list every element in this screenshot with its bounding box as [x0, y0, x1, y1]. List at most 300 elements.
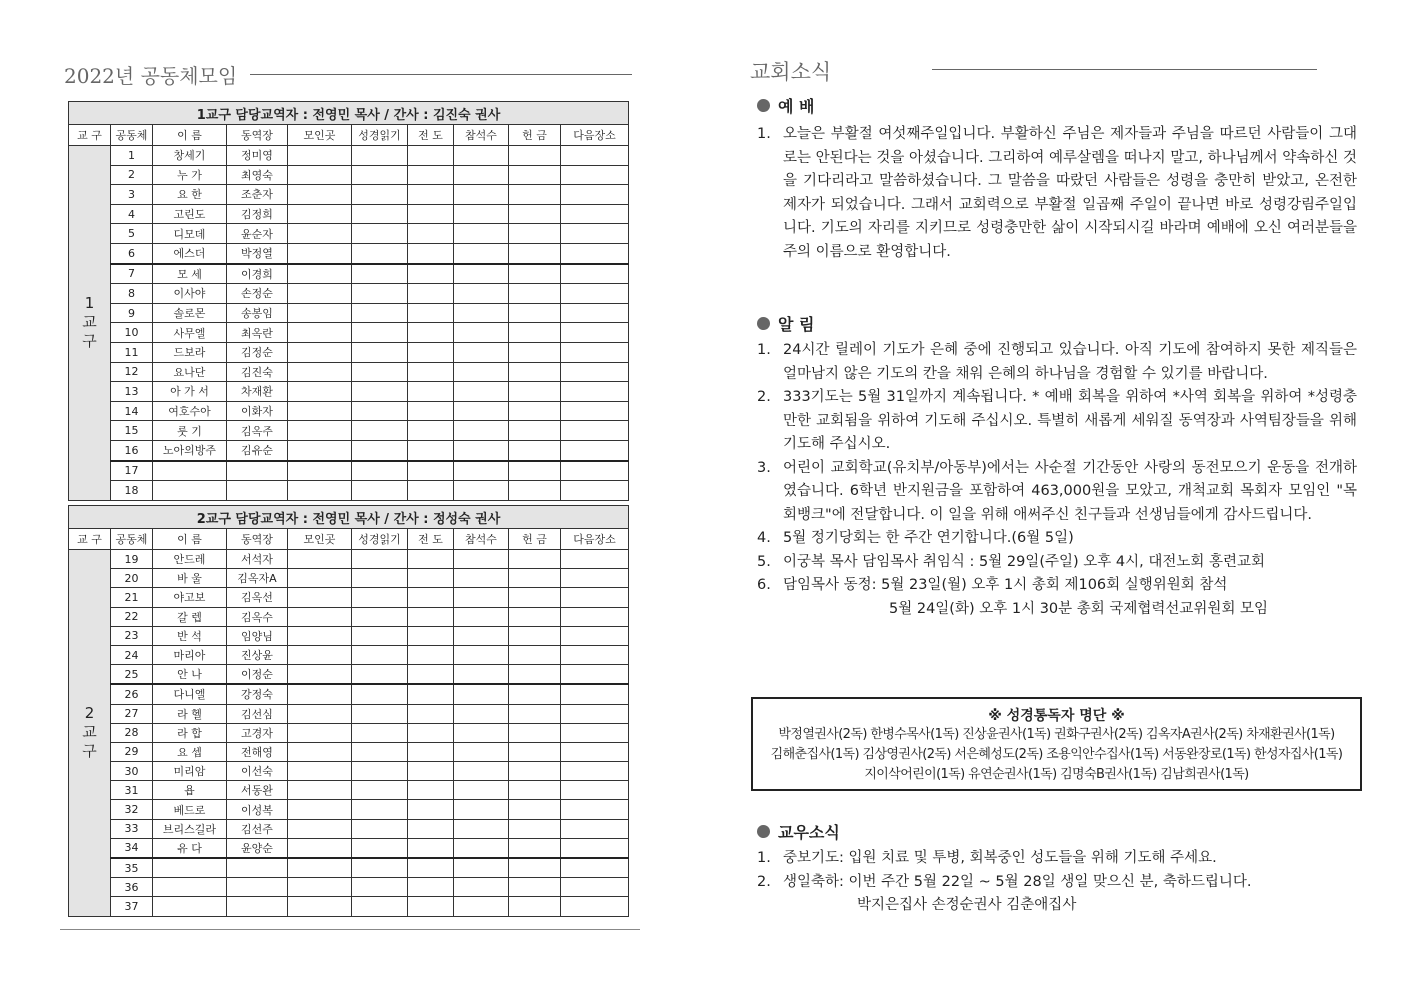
list-item: 4. 5월 정기당회는 한 주간 연기합니다.(6월 5일): [757, 530, 1074, 546]
empty-cell: [509, 362, 561, 382]
empty-cell: [288, 781, 352, 800]
column-header: 동역장: [227, 529, 288, 550]
empty-cell: [561, 781, 629, 800]
table-row: [69, 323, 629, 343]
empty-cell: [352, 800, 408, 819]
column-header: 모인곳: [288, 529, 352, 550]
table-row: [69, 185, 629, 205]
empty-cell: [352, 781, 408, 800]
list-item: 1. 24시간 릴레이 기도가 은혜 중에 진행되고 있습니다. 아직 기도에 참여하지 못한 제직들은 얼마남지 않은 기도의 칸을 채워 은혜의 하나님을 경험할 수 있기를 바랍니다.: [757, 342, 1357, 382]
empty-cell: [454, 665, 509, 685]
empty-cell: [454, 342, 509, 362]
empty-cell: [509, 665, 561, 685]
empty-cell: [408, 461, 454, 481]
empty-cell: [561, 645, 629, 664]
empty-cell: [352, 645, 408, 664]
column-header: 다음장소: [561, 529, 629, 550]
empty-cell: [288, 440, 352, 460]
empty-cell: [352, 838, 408, 858]
leader-name: 강정숙: [227, 684, 288, 704]
empty-cell: [561, 204, 629, 224]
readers-line: 김해춘집사(1독) 김상영권사(2독) 서은혜성도(2독) 조용익안수집사(1독) 서동완장로(1독) 한성자집사(1독): [770, 747, 1343, 762]
empty-cell: [408, 626, 454, 645]
group-name: 고린도: [153, 204, 227, 224]
empty-cell: [408, 165, 454, 185]
empty-cell: [352, 684, 408, 704]
group-number: 33: [111, 819, 153, 838]
empty-cell: [509, 704, 561, 723]
group-number: 34: [111, 838, 153, 858]
empty-cell: [509, 684, 561, 704]
empty-cell: [454, 421, 509, 441]
empty-cell: [561, 897, 629, 916]
empty-cell: [408, 185, 454, 205]
empty-cell: [408, 481, 454, 501]
empty-cell: [352, 742, 408, 761]
group-name: 요 한: [153, 185, 227, 205]
empty-cell: [561, 461, 629, 481]
empty-cell: [408, 838, 454, 858]
readers-line: 박정열권사(2독) 한병수목사(1독) 진상윤권사(1독) 권화구권사(2독) 김옥자A권사(2독) 차재환권사(1독): [778, 727, 1335, 742]
table-row: [69, 800, 629, 819]
empty-cell: [288, 204, 352, 224]
table-row: [69, 264, 629, 284]
empty-cell: [352, 626, 408, 645]
empty-cell: [288, 481, 352, 501]
leader-name: 김정희: [227, 204, 288, 224]
group-name: 라 합: [153, 723, 227, 742]
empty-cell: [454, 401, 509, 421]
empty-cell: [561, 569, 629, 588]
group-name: 요 셉: [153, 742, 227, 761]
leader-name: [227, 897, 288, 916]
column-header: 교 구: [69, 125, 111, 146]
group-name: 다니엘: [153, 684, 227, 704]
list-item: 2. 생일축하: 이번 주간 5월 22일 ~ 5월 28일 생일 맞으신 분, 축하드립니다.: [757, 873, 1252, 890]
leader-name: 박정열: [227, 243, 288, 263]
column-header: 전 도: [408, 125, 454, 146]
empty-cell: [352, 165, 408, 185]
group-number: 1: [111, 146, 153, 166]
empty-cell: [352, 342, 408, 362]
group-name: 아 가 서: [153, 382, 227, 402]
empty-cell: [288, 165, 352, 185]
empty-cell: [408, 645, 454, 664]
group-name: 드보라: [153, 342, 227, 362]
empty-cell: [288, 819, 352, 838]
empty-cell: [288, 342, 352, 362]
column-header: 이 름: [153, 125, 227, 146]
empty-cell: [561, 303, 629, 323]
notices-section: [757, 312, 1357, 621]
group-name: 바 울: [153, 569, 227, 588]
empty-cell: [561, 878, 629, 897]
empty-cell: [454, 146, 509, 166]
circle-bullet-icon: [757, 317, 770, 330]
group-name: [153, 481, 227, 501]
group-number: 10: [111, 323, 153, 343]
group-number: 18: [111, 481, 153, 501]
empty-cell: [408, 704, 454, 723]
leader-name: 이화자: [227, 401, 288, 421]
empty-cell: [454, 165, 509, 185]
notices-heading: [757, 312, 1357, 335]
empty-cell: [561, 550, 629, 569]
empty-cell: [288, 626, 352, 645]
empty-cell: [352, 362, 408, 382]
empty-cell: [561, 665, 629, 685]
empty-cell: [509, 481, 561, 501]
empty-cell: [454, 284, 509, 304]
group-number: 14: [111, 401, 153, 421]
empty-cell: [509, 550, 561, 569]
empty-cell: [408, 146, 454, 166]
table-row: [69, 878, 629, 897]
empty-cell: [561, 323, 629, 343]
table-row: [69, 626, 629, 645]
empty-cell: [509, 569, 561, 588]
leader-name: 고경자: [227, 723, 288, 742]
column-header: 모인곳: [288, 125, 352, 146]
table-row: [69, 303, 629, 323]
leader-name: 김선주: [227, 819, 288, 838]
empty-cell: [509, 838, 561, 858]
group-number: 5: [111, 224, 153, 244]
empty-cell: [509, 204, 561, 224]
column-header: 헌 금: [509, 125, 561, 146]
empty-cell: [561, 858, 629, 878]
empty-cell: [288, 323, 352, 343]
empty-cell: [561, 185, 629, 205]
group-number: 13: [111, 382, 153, 402]
empty-cell: [509, 723, 561, 742]
empty-cell: [561, 723, 629, 742]
empty-cell: [352, 878, 408, 897]
table-row: [69, 362, 629, 382]
leader-name: 윤순자: [227, 224, 288, 244]
table-row: [69, 742, 629, 761]
empty-cell: [352, 204, 408, 224]
table-header-row: [69, 529, 629, 550]
group-name: 베드로: [153, 800, 227, 819]
empty-cell: [352, 264, 408, 284]
empty-cell: [408, 382, 454, 402]
group-number: 19: [111, 550, 153, 569]
table-title: 2교구 담당교역자 : 전영민 목사 / 간사 : 정성숙 권사: [69, 506, 629, 529]
empty-cell: [454, 878, 509, 897]
group-number: 12: [111, 362, 153, 382]
empty-cell: [288, 607, 352, 626]
table-title-row: [69, 102, 629, 125]
group-number: 31: [111, 781, 153, 800]
group-number: 15: [111, 421, 153, 441]
group-name: 룻 기: [153, 421, 227, 441]
empty-cell: [454, 569, 509, 588]
empty-cell: [509, 264, 561, 284]
table-row: [69, 569, 629, 588]
empty-cell: [454, 762, 509, 781]
empty-cell: [352, 284, 408, 304]
table-row: [69, 401, 629, 421]
readers-title: ※ 성경통독자 명단 ※: [988, 708, 1125, 724]
leader-name: 서석자: [227, 550, 288, 569]
group-name: 이사야: [153, 284, 227, 304]
group-name: 브리스길라: [153, 819, 227, 838]
empty-cell: [561, 284, 629, 304]
table-row: [69, 684, 629, 704]
leader-name: 손정순: [227, 284, 288, 304]
empty-cell: [454, 461, 509, 481]
empty-cell: [408, 303, 454, 323]
empty-cell: [454, 323, 509, 343]
empty-cell: [561, 401, 629, 421]
group-number: 23: [111, 626, 153, 645]
empty-cell: [454, 303, 509, 323]
table-row: [69, 421, 629, 441]
group-number: 17: [111, 461, 153, 481]
empty-cell: [408, 607, 454, 626]
empty-cell: [454, 838, 509, 858]
empty-cell: [509, 165, 561, 185]
section-title: 교우소식: [778, 823, 840, 842]
region-label: 1 교 구: [69, 146, 111, 501]
empty-cell: [352, 897, 408, 916]
empty-cell: [561, 243, 629, 263]
empty-cell: [561, 742, 629, 761]
empty-cell: [454, 382, 509, 402]
empty-cell: [561, 819, 629, 838]
table-row: [69, 819, 629, 838]
empty-cell: [288, 858, 352, 878]
column-header: 참석수: [454, 125, 509, 146]
group2-table: [68, 505, 629, 917]
leader-name: 이정순: [227, 665, 288, 685]
empty-cell: [561, 440, 629, 460]
table-row: [69, 550, 629, 569]
leader-name: 조춘자: [227, 185, 288, 205]
right-page-title: 교회소식: [750, 60, 832, 84]
empty-cell: [561, 382, 629, 402]
footer-rule: [60, 929, 640, 930]
empty-cell: [352, 185, 408, 205]
column-header: 성경읽기: [352, 529, 408, 550]
empty-cell: [352, 481, 408, 501]
empty-cell: [288, 303, 352, 323]
empty-cell: [288, 146, 352, 166]
table-row: [69, 781, 629, 800]
group-name: 유 다: [153, 838, 227, 858]
empty-cell: [454, 742, 509, 761]
empty-cell: [454, 481, 509, 501]
empty-cell: [561, 264, 629, 284]
list-item: 6. 담임목사 동정: 5월 23일(월) 오후 1시 총회 제106회 실행위원회 참석: [757, 577, 1228, 593]
leader-name: 김진숙: [227, 362, 288, 382]
empty-cell: [408, 224, 454, 244]
group-number: 26: [111, 684, 153, 704]
empty-cell: [509, 762, 561, 781]
empty-cell: [408, 569, 454, 588]
empty-cell: [288, 723, 352, 742]
empty-cell: [408, 401, 454, 421]
group-name: 누 가: [153, 165, 227, 185]
empty-cell: [454, 185, 509, 205]
leader-name: [227, 481, 288, 501]
empty-cell: [408, 762, 454, 781]
empty-cell: [352, 224, 408, 244]
leader-name: 김유순: [227, 440, 288, 460]
region-label: 2 교 구: [69, 550, 111, 917]
empty-cell: [454, 800, 509, 819]
empty-cell: [509, 342, 561, 362]
empty-cell: [408, 550, 454, 569]
bible-readers-box: [751, 697, 1362, 791]
empty-cell: [408, 819, 454, 838]
empty-cell: [408, 440, 454, 460]
empty-cell: [561, 146, 629, 166]
group-name: 요나단: [153, 362, 227, 382]
empty-cell: [408, 264, 454, 284]
empty-cell: [408, 342, 454, 362]
empty-cell: [509, 800, 561, 819]
empty-cell: [561, 800, 629, 819]
leader-name: 최옥란: [227, 323, 288, 343]
group-number: 7: [111, 264, 153, 284]
group-number: 29: [111, 742, 153, 761]
table-row: [69, 440, 629, 460]
group-number: 30: [111, 762, 153, 781]
empty-cell: [509, 819, 561, 838]
group-name: 반 석: [153, 626, 227, 645]
group-name: 에스더: [153, 243, 227, 263]
empty-cell: [561, 684, 629, 704]
list-item: 3. 어린이 교회학교(유치부/아동부)에서는 사순절 기간동안 사랑의 동전모으기 운동을 전개하였습니다. 6학년 반지원금을 포함하여 463,000원을 모았고, 개척교회 목회자 모임인 "목회뱅크"에 전달합니다. 이 일을 위해 애써주신 친구들과 선생님들에게 감사드립니다.: [757, 459, 1357, 523]
group-number: 3: [111, 185, 153, 205]
empty-cell: [352, 819, 408, 838]
leader-name: 김정순: [227, 342, 288, 362]
group-name: 야고보: [153, 588, 227, 607]
empty-cell: [509, 461, 561, 481]
empty-cell: [561, 342, 629, 362]
empty-cell: [288, 185, 352, 205]
empty-cell: [454, 204, 509, 224]
empty-cell: [288, 878, 352, 897]
empty-cell: [454, 440, 509, 460]
group-number: 21: [111, 588, 153, 607]
table-row: [69, 588, 629, 607]
empty-cell: [509, 401, 561, 421]
table-title: 1교구 담당교역자 : 전영민 목사 / 간사 : 김진숙 권사: [69, 102, 629, 125]
table-row: [69, 704, 629, 723]
empty-cell: [352, 243, 408, 263]
empty-cell: [509, 303, 561, 323]
empty-cell: [352, 607, 408, 626]
leader-name: 최영숙: [227, 165, 288, 185]
group-number: 2: [111, 165, 153, 185]
column-header: 성경읽기: [352, 125, 408, 146]
empty-cell: [408, 742, 454, 761]
group-name: [153, 897, 227, 916]
empty-cell: [408, 800, 454, 819]
column-header: 공동체: [111, 529, 153, 550]
leader-name: 김옥주: [227, 421, 288, 441]
left-page-title: 2022년 공동체모임: [64, 64, 238, 88]
empty-cell: [288, 645, 352, 664]
empty-cell: [509, 146, 561, 166]
empty-cell: [561, 165, 629, 185]
worship-section: [757, 94, 1357, 264]
table-row: [69, 723, 629, 742]
group-name: [153, 461, 227, 481]
list-item: 5. 이궁복 목사 담임목사 취임식 : 5월 29일(주일) 오후 4시, 대전노회 홍련교회: [757, 553, 1265, 570]
empty-cell: [561, 607, 629, 626]
table-row: [69, 858, 629, 878]
leader-name: [227, 878, 288, 897]
section-title: 예 배: [778, 97, 815, 116]
empty-cell: [509, 243, 561, 263]
empty-cell: [288, 401, 352, 421]
empty-cell: [288, 382, 352, 402]
group-name: 안 나: [153, 665, 227, 685]
empty-cell: [288, 224, 352, 244]
empty-cell: [454, 224, 509, 244]
empty-cell: [408, 588, 454, 607]
group-number: 35: [111, 858, 153, 878]
section-title: 알 림: [778, 315, 815, 334]
empty-cell: [509, 858, 561, 878]
empty-cell: [288, 762, 352, 781]
group-name: 갈 렙: [153, 607, 227, 626]
empty-cell: [408, 665, 454, 685]
empty-cell: [352, 323, 408, 343]
leader-name: 임양님: [227, 626, 288, 645]
title-rule: [250, 74, 632, 75]
empty-cell: [561, 704, 629, 723]
empty-cell: [288, 461, 352, 481]
empty-cell: [454, 704, 509, 723]
empty-cell: [509, 607, 561, 626]
group-number: 24: [111, 645, 153, 664]
leader-name: 이경희: [227, 264, 288, 284]
empty-cell: [454, 550, 509, 569]
empty-cell: [561, 838, 629, 858]
leader-name: [227, 858, 288, 878]
circle-bullet-icon: [757, 99, 770, 112]
leader-name: 이성복: [227, 800, 288, 819]
empty-cell: [288, 284, 352, 304]
empty-cell: [408, 323, 454, 343]
empty-cell: [288, 742, 352, 761]
empty-cell: [509, 382, 561, 402]
empty-cell: [408, 284, 454, 304]
group-number: 4: [111, 204, 153, 224]
list-item: 2. 333기도는 5월 31일까지 계속됩니다. * 예배 회복을 위하여 *사역 회복을 위하여 *성령충만한 교회됨을 위하여 기도해 주십시오. 특별히 새롭게 세워질 동역장과 사역팀장들을 위해 기도해 주십시오.: [757, 389, 1357, 452]
empty-cell: [454, 645, 509, 664]
column-header: 교 구: [69, 529, 111, 550]
leader-name: 윤양순: [227, 838, 288, 858]
empty-cell: [408, 858, 454, 878]
leader-name: 김옥자A: [227, 569, 288, 588]
empty-cell: [454, 264, 509, 284]
empty-cell: [352, 401, 408, 421]
group-name: 안드레: [153, 550, 227, 569]
group1-table: [68, 101, 629, 501]
empty-cell: [561, 362, 629, 382]
table-row: [69, 645, 629, 664]
empty-cell: [352, 704, 408, 723]
column-header: 이 름: [153, 529, 227, 550]
empty-cell: [288, 838, 352, 858]
group-number: 16: [111, 440, 153, 460]
